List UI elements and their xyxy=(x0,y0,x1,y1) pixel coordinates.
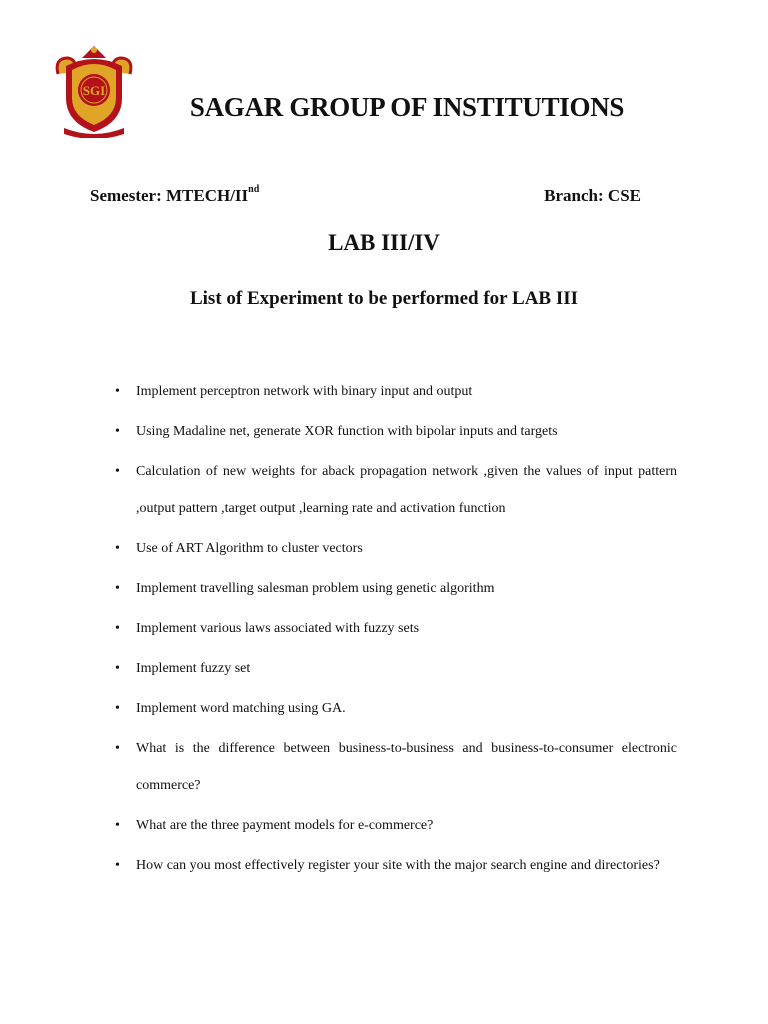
experiment-list xyxy=(136,373,677,887)
list-item: • Implement various laws associated with fuzzy sets xyxy=(136,610,677,647)
list-item: • Calculation of new weights for aback propagation network ,given the values of input pattern ,output pattern ,target output ,learning rate and activation function xyxy=(136,453,677,527)
list-item: • Implement word matching using GA. xyxy=(136,690,677,727)
institution-logo xyxy=(52,44,136,138)
list-item: • Implement perceptron network with binary input and output xyxy=(136,373,677,410)
list-item: • Using Madaline net, generate XOR function with bipolar inputs and targets xyxy=(136,413,677,450)
list-item: • Implement fuzzy set xyxy=(136,650,677,687)
branch-label: Branch: CSE xyxy=(544,186,641,205)
list-item: • How can you most effectively register your site with the major search engine and directories? xyxy=(136,847,677,884)
semester-suffix: nd xyxy=(248,184,260,195)
lab-title: LAB III/IV xyxy=(328,230,440,255)
list-title: List of Experiment to be performed for LAB III xyxy=(189,288,579,309)
list-item: • Use of ART Algorithm to cluster vectors xyxy=(136,530,677,567)
list-item: • What are the three payment models for e-commerce? xyxy=(136,807,677,844)
list-item: • Implement travelling salesman problem using genetic algorithm xyxy=(136,570,677,607)
logo-monogram: SGI xyxy=(82,83,106,98)
semester-label: Semester: MTECH/IInd xyxy=(90,184,260,205)
institution-title: SAGAR GROUP OF INSTITUTIONS xyxy=(189,92,625,122)
list-item: • What is the difference between business-to-business and business-to-consumer electronic commerce? xyxy=(136,730,677,804)
